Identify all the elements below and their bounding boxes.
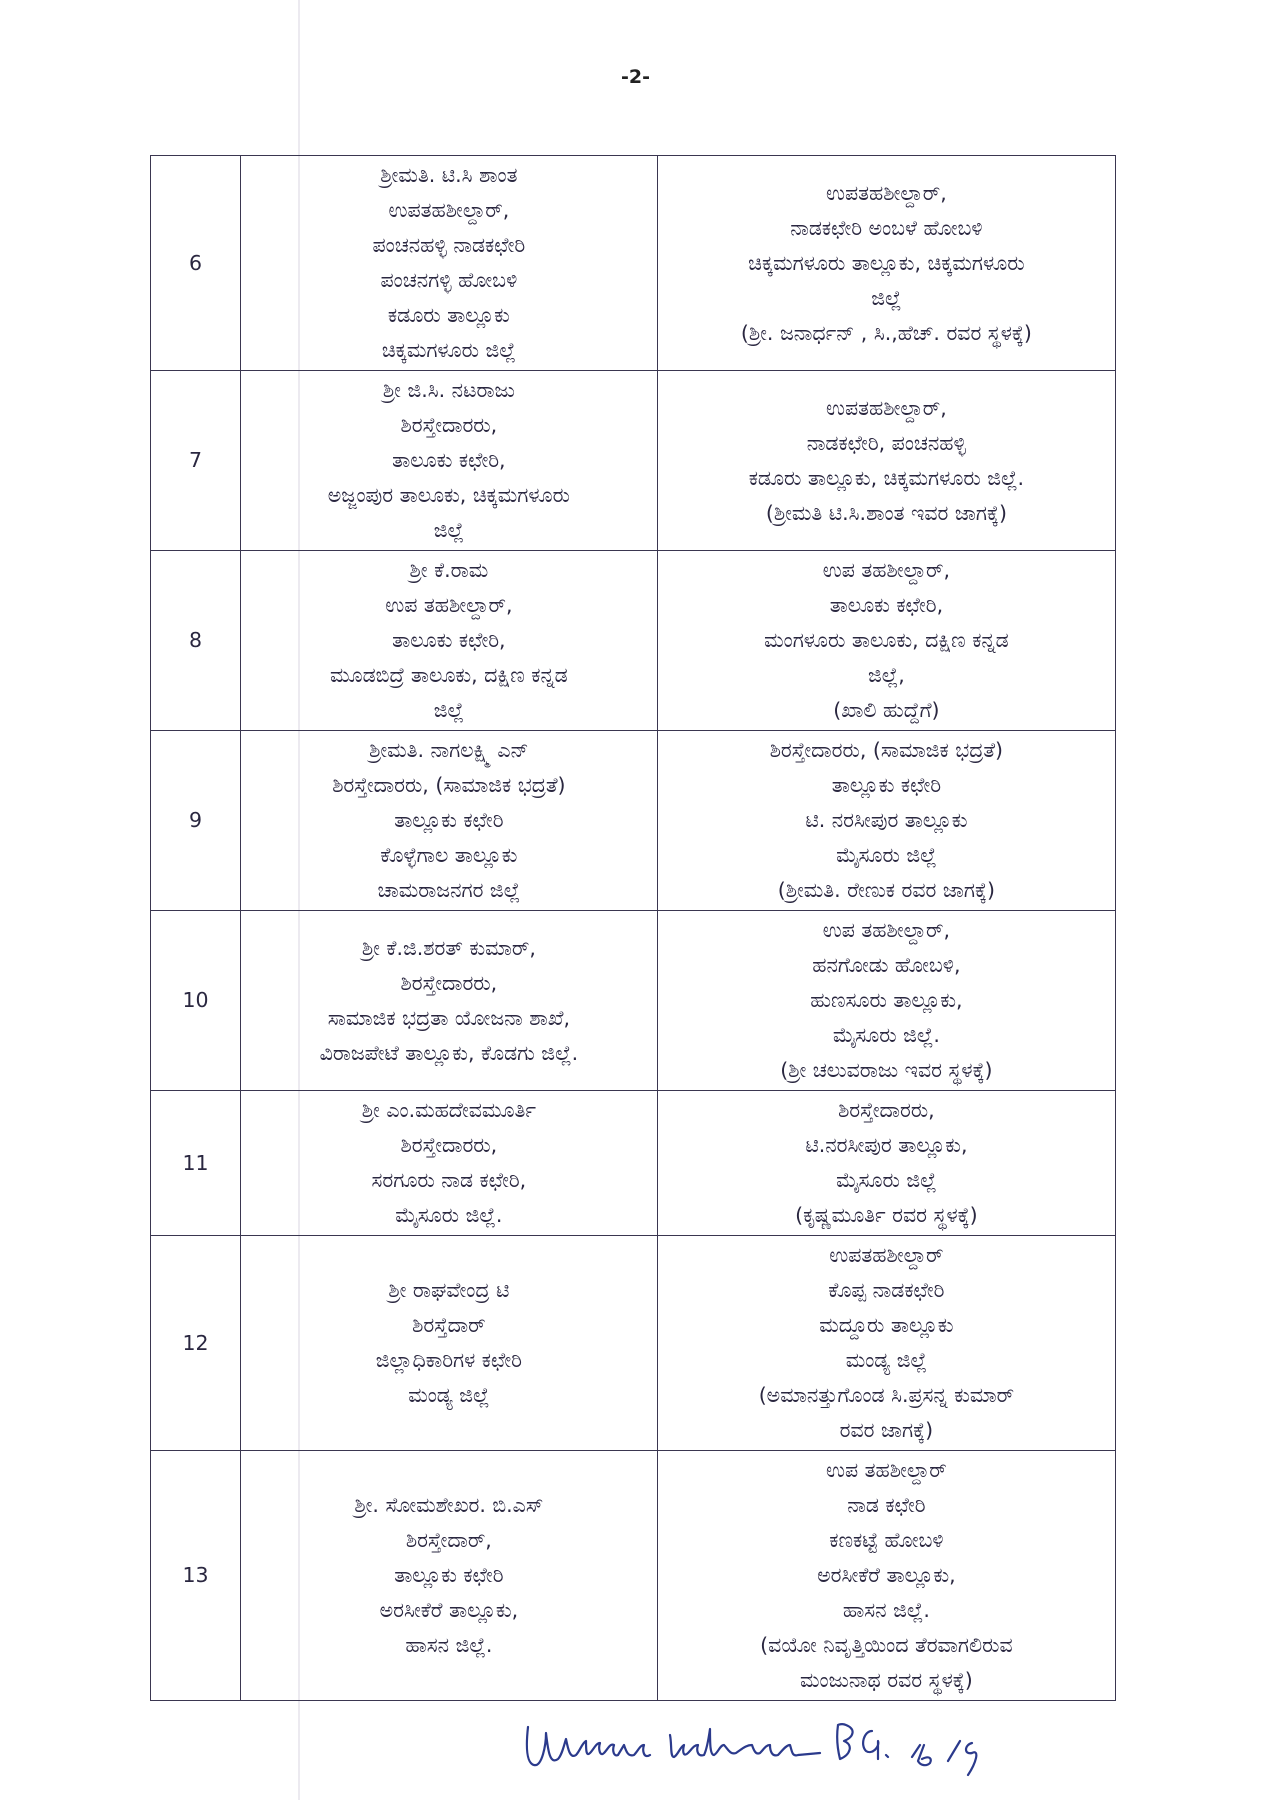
serial-number-cell: 12	[151, 1236, 241, 1451]
table-row	[151, 1236, 1116, 1451]
cell-line: ಚಿಕ್ಕಮಗಳೂರು ಜಿಲ್ಲೆ	[381, 338, 516, 362]
cell-line: (ಶ್ರೀಮತಿ ಟಿ.ಸಿ.ಶಾಂತ ಇವರ ಜಾಗಕ್ಕೆ)	[765, 500, 1007, 525]
cell-line: ಜಿಲ್ಲೆ	[433, 698, 465, 722]
cell-line: ಶಿರಸ್ತೆದಾರ್	[412, 1313, 486, 1337]
cell-line: ತಾಲೂಕು ಕಛೇರಿ,	[392, 628, 506, 652]
cell-line: ಉಪತಹಶೀಲ್ದಾರ್	[829, 1243, 944, 1267]
cell-line: ತಾಲ್ಲೂಕು ಕಛೇರಿ	[394, 808, 504, 832]
cell-line: ಮಂಡ್ಯ ಜಿಲ್ಲೆ	[408, 1383, 490, 1407]
cell-line: ಮೈಸೂರು ಜಿಲ್ಲೆ.	[832, 1023, 940, 1047]
cell-line: ಟಿ.ನರಸೀಪುರ ತಾಲ್ಲೂಕು,	[805, 1133, 968, 1157]
cell-line: ಶಿರಸ್ತೇದಾರ್,	[405, 1528, 492, 1552]
cell-line: ನಾಡಕಛೇರಿ ಅಂಬಳೆ ಹೋಬಳಿ	[790, 215, 983, 240]
table-row	[151, 911, 1116, 1091]
handwritten-signature	[520, 1715, 1040, 1785]
current-posting-cell	[240, 1091, 657, 1236]
cell-line: ರವರ ಜಾಗಕ್ಕೆ)	[839, 1418, 934, 1442]
current-posting-cell	[240, 1236, 657, 1451]
cell-line: ಹುಣಸೂರು ತಾಲ್ಲೂಕು,	[810, 988, 963, 1012]
cell-line: ನಾಡ ಕಛೇರಿ	[847, 1493, 926, 1517]
cell-line: ಉಪತಹಶೀಲ್ದಾರ್,	[826, 180, 947, 205]
page-number: -2-	[621, 66, 650, 88]
cell-line: ಉಪ ತಹಶೀಲ್ದಾರ್,	[822, 918, 951, 942]
table-row	[151, 156, 1116, 371]
cell-line: ಮಂಡ್ಯ ಜಿಲ್ಲೆ	[845, 1348, 928, 1372]
table-body	[151, 156, 1116, 1701]
table-row	[151, 551, 1116, 731]
cell-line: ಶಿರಸ್ತೇದಾರರು,	[400, 970, 498, 995]
cell-line: ಶಿರಸ್ತೇದಾರರು,	[400, 413, 498, 437]
cell-line: ಮೈಸೂರು ಜಿಲ್ಲೆ	[836, 1168, 937, 1192]
current-posting-cell	[240, 731, 657, 911]
new-posting-cell	[657, 551, 1115, 731]
cell-line: ನಾಡಕಛೇರಿ, ಪಂಚನಹಳ್ಳಿ	[806, 430, 966, 455]
cell-line: ಜಿಲ್ಲೆ	[433, 518, 465, 542]
new-posting-cell	[657, 911, 1115, 1091]
cell-line: ಕಣಕಟ್ಟೆ ಹೋಬಳಿ	[829, 1528, 944, 1552]
cell-line: ಅರಸೀಕೆರೆ ತಾಲ್ಲೂಕು,	[379, 1598, 519, 1622]
new-posting-cell	[657, 1451, 1115, 1701]
cell-line: (ವಯೋ ನಿವೃತ್ತಿಯಿಂದ ತೆರವಾಗಲಿರುವ	[760, 1633, 1013, 1657]
serial-number-cell: 6	[151, 156, 241, 371]
cell-line: ಉಪ ತಹಶೀಲ್ದಾರ್	[826, 1458, 947, 1482]
current-posting-cell	[240, 156, 657, 371]
cell-line: ತಾಲ್ಲೂಕು ಕಛೇರಿ	[831, 773, 942, 797]
cell-line: ಶಿರಸ್ತೇದಾರರು,	[838, 1098, 935, 1122]
cell-line: ಜಿಲ್ಲೆ,	[867, 663, 905, 687]
cell-line: ಶ್ರೀ ಎಂ.ಮಹದೇವಮೂರ್ತಿ	[361, 1098, 536, 1122]
cell-line: ಟಿ. ನರಸೀಪುರ ತಾಲ್ಲೂಕು	[805, 808, 968, 832]
cell-line: ಶಿರಸ್ತೇದಾರರು,	[400, 1133, 498, 1157]
cell-line: ಪಂಚನಹಳ್ಳಿ ನಾಡಕಛೇರಿ	[372, 233, 526, 257]
cell-line: ಹಾಸನ ಜಿಲ್ಲೆ.	[842, 1598, 930, 1622]
cell-line: ಮಂಜುನಾಥ ರವರ ಸ್ಥಳಕ್ಕೆ)	[800, 1668, 973, 1692]
table-row	[151, 1451, 1116, 1701]
cell-line: ಶ್ರೀಮತಿ. ಟಿ.ಸಿ ಶಾಂತ	[380, 163, 518, 187]
cell-line: ಮೈಸೂರು ಜಿಲ್ಲೆ	[836, 843, 937, 867]
cell-line: ಹನಗೋಡು ಹೋಬಳಿ,	[812, 953, 961, 977]
cell-line: ಹಾಸನ ಜಿಲ್ಲೆ.	[405, 1633, 493, 1657]
cell-line: ಮೂಡಬಿದ್ರೆ ತಾಲೂಕು, ದಕ್ಷಿಣ ಕನ್ನಡ	[330, 663, 568, 687]
cell-line: ಚಿಕ್ಕಮಗಳೂರು ತಾಲ್ಲೂಕು, ಚಿಕ್ಕಮಗಳೂರು	[748, 250, 1025, 275]
serial-number-cell: 11	[151, 1091, 241, 1236]
cell-line: ಚಾಮರಾಜನಗರ ಜಿಲ್ಲೆ	[377, 878, 521, 902]
cell-line: ಅರಸೀಕೆರೆ ತಾಲ್ಲೂಕು,	[817, 1563, 956, 1587]
cell-line: ಜಿಲ್ಲಾಧಿಕಾರಿಗಳ ಕಛೇರಿ	[375, 1348, 522, 1372]
cell-line: ಮಂಗಳೂರು ತಾಲೂಕು, ದಕ್ಷಿಣ ಕನ್ನಡ	[764, 628, 1009, 652]
cell-line: ಶ್ರೀ ಕೆ.ಜಿ.ಶರತ್ ಕುಮಾರ್,	[361, 935, 536, 960]
cell-line: ತಾಲ್ಲೂಕು ಕಛೇರಿ	[394, 1563, 504, 1587]
cell-line: ಕಡೂರು ತಾಲ್ಲೂಕು, ಚಿಕ್ಕಮಗಳೂರು ಜಿಲ್ಲೆ.	[748, 465, 1025, 490]
cell-line: ಮೈಸೂರು ಜಿಲ್ಲೆ.	[395, 1203, 503, 1227]
serial-number-cell: 9	[151, 731, 241, 911]
cell-line: ಶ್ರೀ ಕೆ.ರಾಮ	[409, 558, 489, 582]
cell-line: (ಖಾಲಿ ಹುದ್ದೆಗೆ)	[833, 698, 940, 722]
cell-line: ಶಿರಸ್ತೇದಾರರು, (ಸಾಮಾಜಿಕ ಭದ್ರತೆ)	[769, 738, 1004, 762]
transfer-orders-table	[150, 155, 1116, 1701]
new-posting-cell	[657, 1236, 1115, 1451]
cell-line: ಮದ್ದೂರು ತಾಲ್ಲೂಕು	[819, 1313, 954, 1337]
cell-line: ವಿರಾಜಪೇಟೆ ತಾಲ್ಲೂಕು, ಕೊಡಗು ಜಿಲ್ಲೆ.	[319, 1040, 579, 1065]
cell-line: ಕೊಳ್ಳೆಗಾಲ ತಾಲ್ಲೂಕು	[380, 843, 518, 867]
serial-number-cell: 7	[151, 371, 241, 551]
current-posting-cell	[240, 911, 657, 1091]
table-row	[151, 731, 1116, 911]
cell-line: (ಶ್ರೀಮತಿ. ರೇಣುಕ ರವರ ಜಾಗಕ್ಕೆ)	[777, 878, 996, 902]
cell-line: ಶಿರಸ್ತೇದಾರರು, (ಸಾಮಾಜಿಕ ಭದ್ರತೆ)	[332, 773, 566, 797]
cell-line: ಕಡೂರು ತಾಲ್ಲೂಕು	[387, 303, 510, 327]
cell-line: ತಾಲೂಕು ಕಛೇರಿ,	[392, 448, 506, 472]
cell-line: ಉಪತಹಶೀಲ್ದಾರ್,	[388, 198, 510, 222]
serial-number-cell: 8	[151, 551, 241, 731]
table-row	[151, 371, 1116, 551]
cell-line: (ಕೃಷ್ಣಮೂರ್ತಿ ರವರ ಸ್ಥಳಕ್ಕೆ)	[795, 1203, 978, 1227]
cell-line: ಉಪ ತಹಶೀಲ್ದಾರ್,	[822, 558, 951, 582]
current-posting-cell	[240, 371, 657, 551]
cell-line: ಶ್ರೀ. ಸೋಮಶೇಖರ. ಬಿ.ಎಸ್	[354, 1493, 544, 1517]
serial-number-cell: 10	[151, 911, 241, 1091]
cell-line: ಸರಗೂರು ನಾಡ ಕಛೇರಿ,	[371, 1168, 527, 1192]
cell-line: ಜಿಲ್ಲೆ	[871, 285, 902, 310]
cell-line: (ಶ್ರೀ. ಜನಾರ್ಧನ್ , ಸಿ.,ಹೆಚ್. ರವರ ಸ್ಥಳಕ್ಕೆ)	[740, 320, 1032, 345]
serial-number-cell: 13	[151, 1451, 241, 1701]
table-row	[151, 1091, 1116, 1236]
current-posting-cell	[240, 1451, 657, 1701]
cell-line: (ಅಮಾನತ್ತುಗೊಂಡ ಸಿ.ಪ್ರಸನ್ನ ಕುಮಾರ್	[758, 1383, 1015, 1407]
cell-line: ಶ್ರೀ ರಾಘವೇಂದ್ರ ಟಿ	[388, 1278, 510, 1302]
new-posting-cell	[657, 156, 1115, 371]
cell-line: ಉಪ ತಹಶೀಲ್ದಾರ್,	[385, 593, 513, 617]
new-posting-cell	[657, 731, 1115, 911]
cell-line: ಪಂಚನಗಳ್ಳಿ ಹೋಬಳಿ	[380, 268, 518, 292]
cell-line: ಶ್ರೀ ಜಿ.ಸಿ. ನಟರಾಜು	[382, 378, 515, 402]
cell-line: (ಶ್ರೀ ಚಲುವರಾಜು ಇವರ ಸ್ಥಳಕ್ಕೆ)	[780, 1058, 993, 1082]
new-posting-cell	[657, 1091, 1115, 1236]
cell-line: ಸಾಮಾಜಿಕ ಭದ್ರತಾ ಯೋಜನಾ ಶಾಖೆ,	[327, 1005, 570, 1030]
new-posting-cell	[657, 371, 1115, 551]
current-posting-cell	[240, 551, 657, 731]
cell-line: ತಾಲೂಕು ಕಛೇರಿ,	[829, 593, 944, 617]
cell-line: ಕೊಪ್ಪ ನಾಡಕಛೇರಿ	[828, 1278, 945, 1302]
cell-line: ಉಪತಹಶೀಲ್ದಾರ್,	[826, 395, 947, 420]
cell-line: ಶ್ರೀಮತಿ. ನಾಗಲಕ್ಷ್ಮಿ ಎನ್	[369, 738, 529, 762]
cell-line: ಅಜ್ಜಂಪುರ ತಾಲೂಕು, ಚಿಕ್ಕಮಗಳೂರು	[327, 483, 570, 507]
